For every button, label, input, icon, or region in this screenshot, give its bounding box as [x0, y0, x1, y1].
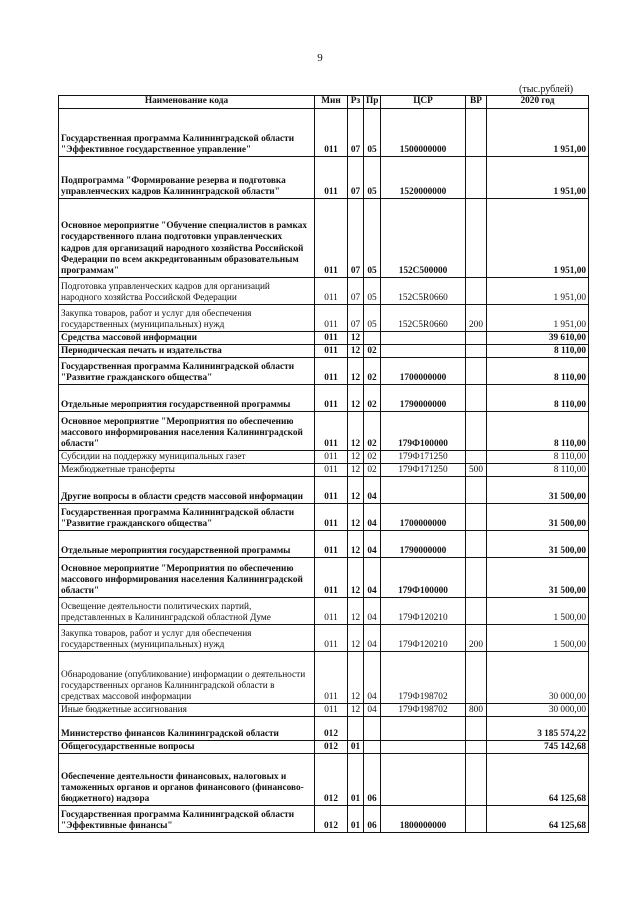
- row-csr: 179Ф100000: [381, 412, 466, 451]
- row-csr: 179Ф120210: [381, 598, 466, 625]
- row-vr: [466, 477, 487, 504]
- row-min: 011: [315, 345, 348, 358]
- row-csr: 152С5R0660: [381, 305, 466, 332]
- row-vr: [466, 806, 487, 833]
- row-amount: 31 500,00: [487, 531, 589, 558]
- row-vr: 500: [466, 464, 487, 477]
- row-name: Освещение деятельности политических партий, представленных в Калининградской областной Думе: [59, 598, 315, 625]
- row-name: Основное мероприятие "Мероприятия по обеспечению массового информирования населения Калининградской области": [59, 412, 315, 451]
- row-min: 011: [315, 412, 348, 451]
- row-vr: [466, 741, 487, 754]
- row-min: 011: [315, 332, 348, 345]
- row-pr: 02: [364, 345, 381, 358]
- row-min: 011: [315, 157, 348, 199]
- row-name: Основное мероприятие "Обучение специалистов в рамках государственного плана подготовки управленческих кадров для организаций народного хозяйства Российской Федерации по всем аккредитованным образовательным программам": [59, 199, 315, 278]
- row-name: Государственная программа Калининградской области "Эффективное государственное управление": [59, 109, 315, 157]
- row-vr: [466, 109, 487, 157]
- units-label: (тыс.рублей): [519, 84, 574, 95]
- row-rz: 12: [348, 451, 364, 464]
- row-amount: 8 110,00: [487, 345, 589, 358]
- table-row: [59, 199, 589, 278]
- row-pr: 04: [364, 598, 381, 625]
- row-csr: 1520000000: [381, 157, 466, 199]
- row-vr: 200: [466, 305, 487, 332]
- table-row: [59, 652, 589, 704]
- table-row: [59, 451, 589, 464]
- row-rz: 01: [348, 754, 364, 806]
- budget-table: [58, 95, 589, 833]
- row-pr: 04: [364, 704, 381, 717]
- row-name: Отдельные мероприятия государственной программы: [59, 385, 315, 412]
- row-rz: 07: [348, 109, 364, 157]
- row-amount: 1 951,00: [487, 157, 589, 199]
- table-row: [59, 625, 589, 652]
- row-csr: 179Ф171250: [381, 451, 466, 464]
- row-csr: 179Ф198702: [381, 652, 466, 704]
- row-pr: 05: [364, 199, 381, 278]
- row-name: Периодическая печать и издательства: [59, 345, 315, 358]
- row-vr: 200: [466, 625, 487, 652]
- header-min: Мин: [315, 96, 348, 109]
- row-name: Иные бюджетные ассигнования: [59, 704, 315, 717]
- row-pr: 02: [364, 451, 381, 464]
- table-row: [59, 385, 589, 412]
- table-row: [59, 504, 589, 531]
- row-rz: 12: [348, 625, 364, 652]
- row-vr: [466, 332, 487, 345]
- row-rz: 12: [348, 531, 364, 558]
- row-vr: [466, 157, 487, 199]
- row-pr: 02: [364, 358, 381, 385]
- row-amount: 8 110,00: [487, 412, 589, 451]
- row-amount: 745 142,68: [487, 741, 589, 754]
- row-min: 012: [315, 741, 348, 754]
- row-rz: 07: [348, 278, 364, 305]
- row-csr: 1500000000: [381, 109, 466, 157]
- row-min: 011: [315, 385, 348, 412]
- row-amount: 64 125,68: [487, 806, 589, 833]
- row-min: 011: [315, 704, 348, 717]
- row-vr: [466, 358, 487, 385]
- row-csr: 1700000000: [381, 358, 466, 385]
- row-rz: 07: [348, 157, 364, 199]
- row-min: 011: [315, 358, 348, 385]
- row-rz: 01: [348, 741, 364, 754]
- row-name: Государственная программа Калининградской области "Развитие гражданского общества": [59, 504, 315, 531]
- row-amount: 1 500,00: [487, 598, 589, 625]
- row-csr: 179Ф100000: [381, 558, 466, 598]
- row-amount: 3 185 574,22: [487, 717, 589, 741]
- row-pr: 04: [364, 504, 381, 531]
- header-rz: Рз: [348, 96, 364, 109]
- row-min: 011: [315, 652, 348, 704]
- row-csr: [381, 345, 466, 358]
- row-amount: 30 000,00: [487, 704, 589, 717]
- row-amount: 1 951,00: [487, 199, 589, 278]
- row-vr: [466, 598, 487, 625]
- row-csr: [381, 717, 466, 741]
- table-row: [59, 358, 589, 385]
- row-csr: 1800000000: [381, 806, 466, 833]
- row-vr: [466, 278, 487, 305]
- header-vr: ВР: [466, 96, 487, 109]
- row-rz: 01: [348, 806, 364, 833]
- row-pr: 05: [364, 278, 381, 305]
- table-row: [59, 464, 589, 477]
- row-min: 011: [315, 558, 348, 598]
- row-csr: [381, 477, 466, 504]
- row-rz: 12: [348, 358, 364, 385]
- row-name: Закупка товаров, работ и услуг для обеспечения государственных (муниципальных) нужд: [59, 625, 315, 652]
- row-name: Межбюджетные трансферты: [59, 464, 315, 477]
- row-vr: [466, 385, 487, 412]
- row-min: 011: [315, 199, 348, 278]
- row-name: Субсидии на поддержку муниципальных газет: [59, 451, 315, 464]
- row-rz: 12: [348, 652, 364, 704]
- row-min: 011: [315, 625, 348, 652]
- row-csr: [381, 741, 466, 754]
- row-min: 011: [315, 598, 348, 625]
- row-vr: 800: [466, 704, 487, 717]
- table-row: [59, 598, 589, 625]
- row-min: 012: [315, 717, 348, 741]
- row-name: Другие вопросы в области средств массовой информации: [59, 477, 315, 504]
- table-body: [59, 109, 589, 833]
- row-name: Отдельные мероприятия государственной программы: [59, 531, 315, 558]
- table-row: [59, 558, 589, 598]
- row-name: Обеспечение деятельности финансовых, налоговых и таможенных органов и органов финансового (финансово-бюджетного) надзора: [59, 754, 315, 806]
- row-csr: [381, 332, 466, 345]
- row-amount: 31 500,00: [487, 477, 589, 504]
- row-name: Основное мероприятие "Мероприятия по обеспечению массового информирования населения Калининградской области": [59, 558, 315, 598]
- row-name: Министерство финансов Калининградской области: [59, 717, 315, 741]
- table-row: [59, 278, 589, 305]
- row-rz: 12: [348, 598, 364, 625]
- row-name: Государственная программа Калининградской области "Эффективные финансы": [59, 806, 315, 833]
- row-vr: [466, 652, 487, 704]
- page-number: 9: [317, 52, 323, 64]
- row-amount: 8 110,00: [487, 464, 589, 477]
- row-amount: 31 500,00: [487, 558, 589, 598]
- row-amount: 39 610,00: [487, 332, 589, 345]
- row-amount: 64 125,68: [487, 754, 589, 806]
- header-pr: Пр: [364, 96, 381, 109]
- row-pr: 06: [364, 806, 381, 833]
- table-row: [59, 345, 589, 358]
- row-name: Обнародование (опубликование) информации о деятельности государственных органов Калининградской области в средствах массовой информации: [59, 652, 315, 704]
- row-vr: [466, 504, 487, 531]
- row-rz: 12: [348, 412, 364, 451]
- row-name: Общегосударственные вопросы: [59, 741, 315, 754]
- row-min: 011: [315, 504, 348, 531]
- row-rz: 12: [348, 385, 364, 412]
- table-row: [59, 157, 589, 199]
- row-amount: 8 110,00: [487, 385, 589, 412]
- row-pr: 02: [364, 385, 381, 412]
- row-min: 011: [315, 477, 348, 504]
- table-row: [59, 412, 589, 451]
- row-pr: 02: [364, 412, 381, 451]
- row-csr: 1790000000: [381, 385, 466, 412]
- row-csr: 179Ф120210: [381, 625, 466, 652]
- row-min: 011: [315, 109, 348, 157]
- row-csr: 179Ф171250: [381, 464, 466, 477]
- row-pr: 04: [364, 652, 381, 704]
- row-vr: [466, 558, 487, 598]
- row-amount: 1 951,00: [487, 109, 589, 157]
- row-csr: 152С5R0660: [381, 278, 466, 305]
- row-rz: 12: [348, 464, 364, 477]
- row-pr: 04: [364, 625, 381, 652]
- row-rz: 12: [348, 558, 364, 598]
- table-row: [59, 477, 589, 504]
- row-vr: [466, 531, 487, 558]
- row-min: 011: [315, 451, 348, 464]
- table-row: [59, 305, 589, 332]
- row-csr: 179Ф198702: [381, 704, 466, 717]
- table-row: [59, 806, 589, 833]
- row-csr: [381, 754, 466, 806]
- row-amount: 1 951,00: [487, 278, 589, 305]
- row-min: 011: [315, 278, 348, 305]
- header-name: Наименование кода: [59, 96, 315, 109]
- row-rz: [348, 717, 364, 741]
- header-year: 2020 год: [487, 96, 589, 109]
- header-csr: ЦСР: [381, 96, 466, 109]
- row-vr: [466, 412, 487, 451]
- row-csr: 1700000000: [381, 504, 466, 531]
- row-amount: 31 500,00: [487, 504, 589, 531]
- table-header-row: [59, 96, 589, 109]
- row-csr: 1790000000: [381, 531, 466, 558]
- table-row: [59, 332, 589, 345]
- row-name: Закупка товаров, работ и услуг для обеспечения государственных (муниципальных) нужд: [59, 305, 315, 332]
- row-min: 011: [315, 305, 348, 332]
- row-rz: 12: [348, 704, 364, 717]
- row-vr: [466, 199, 487, 278]
- row-rz: 07: [348, 199, 364, 278]
- row-pr: 02: [364, 464, 381, 477]
- table-row: [59, 754, 589, 806]
- row-pr: 05: [364, 109, 381, 157]
- row-pr: 05: [364, 305, 381, 332]
- row-csr: 152С500000: [381, 199, 466, 278]
- row-name: Средства массовой информации: [59, 332, 315, 345]
- row-pr: [364, 741, 381, 754]
- row-min: 012: [315, 806, 348, 833]
- row-name: Подпрограмма "Формирование резерва и подготовка управленческих кадров Калининградской области": [59, 157, 315, 199]
- row-pr: [364, 717, 381, 741]
- row-pr: 04: [364, 558, 381, 598]
- table-row: [59, 704, 589, 717]
- row-rz: 12: [348, 345, 364, 358]
- row-amount: 1 951,00: [487, 305, 589, 332]
- table-row: [59, 741, 589, 754]
- row-pr: 04: [364, 477, 381, 504]
- row-pr: 05: [364, 157, 381, 199]
- row-amount: 1 500,00: [487, 625, 589, 652]
- row-amount: 8 110,00: [487, 451, 589, 464]
- row-amount: 8 110,00: [487, 358, 589, 385]
- row-pr: 04: [364, 531, 381, 558]
- row-rz: 12: [348, 504, 364, 531]
- row-vr: [466, 717, 487, 741]
- row-rz: 12: [348, 332, 364, 345]
- row-vr: [466, 345, 487, 358]
- row-name: Государственная программа Калининградской области "Развитие гражданского общества": [59, 358, 315, 385]
- table-row: [59, 531, 589, 558]
- row-amount: 30 000,00: [487, 652, 589, 704]
- row-pr: [364, 332, 381, 345]
- table-row: [59, 717, 589, 741]
- row-vr: [466, 451, 487, 464]
- row-name: Подготовка управленческих кадров для организаций народного хозяйства Российской Федерации: [59, 278, 315, 305]
- row-pr: 06: [364, 754, 381, 806]
- row-vr: [466, 754, 487, 806]
- row-min: 011: [315, 531, 348, 558]
- row-min: 011: [315, 464, 348, 477]
- table-row: [59, 109, 589, 157]
- row-rz: 12: [348, 477, 364, 504]
- row-rz: 07: [348, 305, 364, 332]
- row-min: 012: [315, 754, 348, 806]
